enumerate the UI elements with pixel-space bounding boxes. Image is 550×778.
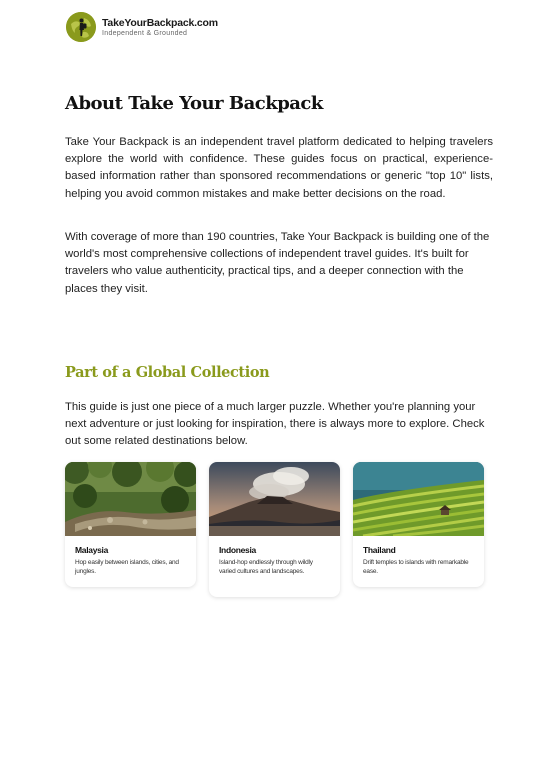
malaysia-image <box>65 462 196 536</box>
card-title: Thailand <box>363 545 396 555</box>
destination-card-indonesia[interactable] <box>209 462 340 597</box>
card-title: Malaysia <box>75 545 109 555</box>
card-description: Island-hop endlessly through wildly varied cultures and landscapes. <box>219 559 313 575</box>
about-paragraph-1: Take Your Backpack is an independent travel platform dedicated to helping travelers explore the world with confidence. These guides focus on practical, experience-based information rather than sponsored recommendations or generic "top 10" lists, helping you avoid common mistakes and make better decisions on the road. <box>65 136 493 200</box>
thailand-image <box>353 462 484 536</box>
about-paragraph-2: With coverage of more than 190 countries, Take Your Backpack is building one of the world's most comprehensive collections of independent travel guides. It's built for travelers who value authenticity, practical tips, and a deeper connection with the places they visit. <box>65 231 490 295</box>
brand-name: TakeYourBackpack.com <box>102 16 218 29</box>
destination-card-malaysia[interactable] <box>65 462 196 587</box>
card-title: Indonesia <box>219 545 256 555</box>
destination-card-thailand[interactable] <box>353 462 484 587</box>
card-description: Drift temples to islands with remarkable ease. <box>363 559 469 575</box>
section-title: Part of a Global Collection <box>65 364 270 381</box>
card-description: Hop easily between islands, cities, and jungles. <box>75 559 179 575</box>
brand-header[interactable] <box>66 12 218 42</box>
globe-hiker-icon <box>66 12 96 42</box>
collection-intro: This guide is just one piece of a much larger puzzle. Whether you're planning your next adventure or just looking for inspiration, there is always more to explore. Check out some related destinations below. <box>65 401 485 448</box>
brand-tagline: Independent & Grounded <box>102 29 188 37</box>
page-title: About Take Your Backpack <box>65 93 323 114</box>
indonesia-image <box>209 462 340 536</box>
